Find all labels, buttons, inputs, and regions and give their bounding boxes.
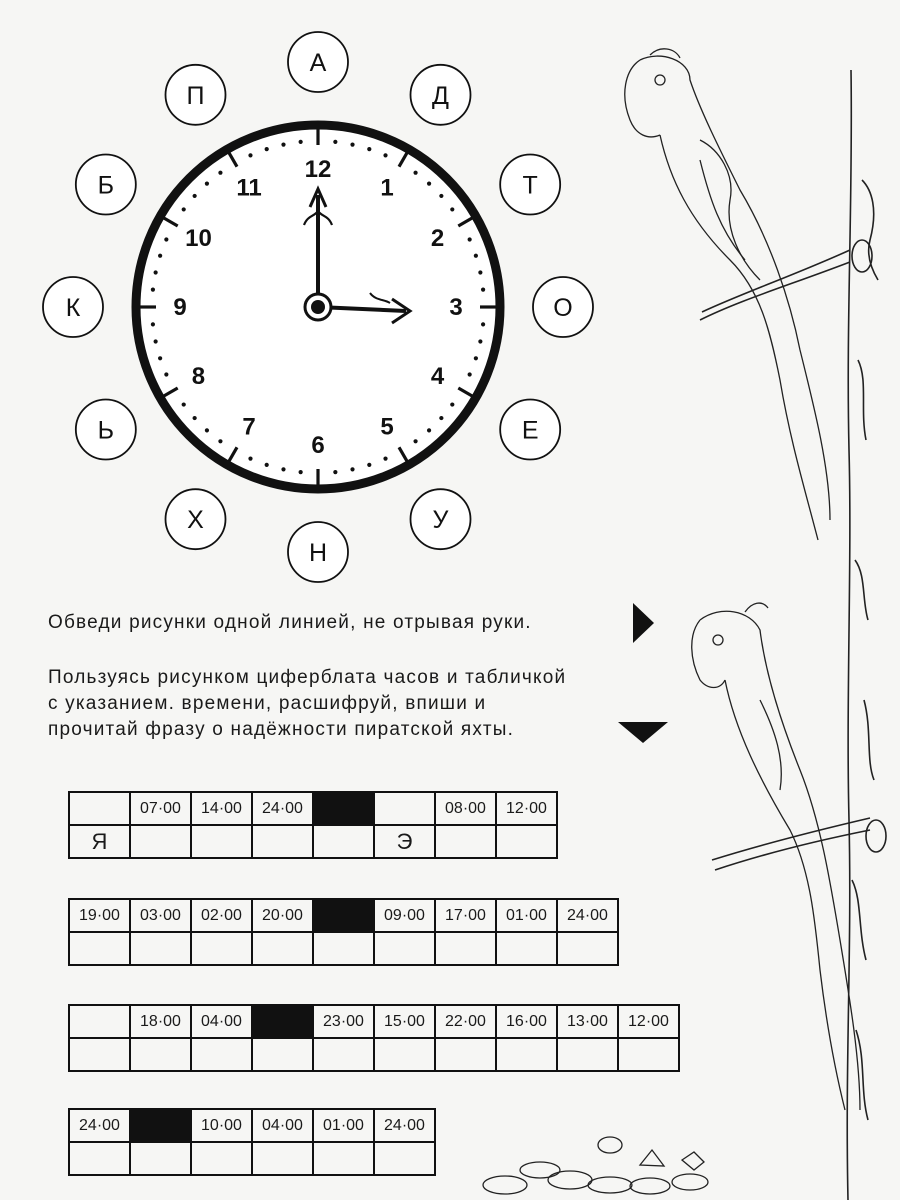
- answer-cell[interactable]: [496, 825, 557, 858]
- instruction-line-2: с указанием. времени, расшифруй, впиши и: [48, 693, 487, 714]
- time-cell: 12·00: [496, 792, 557, 825]
- time-cell: 10·00: [191, 1109, 252, 1142]
- instruction-line-1: Пользуясь рисунком циферблата часов и табличкой: [48, 667, 567, 688]
- time-cell: 04·00: [191, 1005, 252, 1038]
- answer-cell[interactable]: [313, 825, 374, 858]
- clock-number: 1: [380, 174, 394, 202]
- clock-number: 10: [185, 225, 212, 252]
- cipher-table-3: [68, 1004, 680, 1072]
- time-cell: 23·00: [313, 1005, 374, 1038]
- answer-cell[interactable]: [69, 1142, 130, 1175]
- time-cell: 14·00: [191, 792, 252, 825]
- time-cell: 24·00: [69, 1109, 130, 1142]
- answer-cell[interactable]: [435, 1038, 496, 1071]
- time-cell: 12·00: [618, 1005, 679, 1038]
- answer-cell[interactable]: [313, 932, 374, 965]
- cipher-table-2: [68, 898, 619, 966]
- time-cell: 24·00: [374, 1109, 435, 1142]
- clock-number: 6: [311, 432, 325, 459]
- answer-cell[interactable]: [618, 1038, 679, 1071]
- time-cell: 08·00: [435, 792, 496, 825]
- letter-label: К: [65, 294, 81, 322]
- time-cell: 24·00: [557, 899, 618, 932]
- answer-cell[interactable]: [191, 1038, 252, 1071]
- answer-cell[interactable]: [435, 825, 496, 858]
- answer-cell[interactable]: Э: [374, 825, 435, 858]
- answer-cell[interactable]: [496, 932, 557, 965]
- clock-number: 8: [191, 363, 206, 390]
- answer-cell[interactable]: [130, 1142, 191, 1175]
- answer-cell[interactable]: [191, 932, 252, 965]
- instruction-line-3: прочитай фразу о надёжности пиратской яхты.: [48, 719, 515, 740]
- letter-label: Д: [432, 81, 449, 110]
- time-cell: 17·00: [435, 899, 496, 932]
- clock-number: 4: [430, 363, 445, 390]
- answer-cell[interactable]: [191, 825, 252, 858]
- answer-cell[interactable]: [496, 1038, 557, 1071]
- answer-cell[interactable]: [130, 825, 191, 858]
- table-row: [69, 899, 618, 932]
- answer-cell[interactable]: [557, 932, 618, 965]
- instruction-trace: Обведи рисунки одной линией, не отрывая руки.: [48, 612, 532, 633]
- answer-cell[interactable]: Я: [69, 825, 130, 858]
- answer-cell[interactable]: [130, 1038, 191, 1071]
- clock-number: 3: [449, 294, 463, 321]
- answer-cell[interactable]: [130, 932, 191, 965]
- answer-cell[interactable]: [252, 825, 313, 858]
- letter-label: У: [432, 506, 449, 535]
- letter-label: Х: [187, 506, 204, 535]
- clock-number: 11: [236, 174, 262, 202]
- time-cell: 15·00: [374, 1005, 435, 1038]
- time-cell: 01·00: [496, 899, 557, 932]
- letter-label: Ь: [97, 416, 115, 445]
- answer-cell[interactable]: [557, 1038, 618, 1071]
- table-row: [69, 1038, 679, 1071]
- answer-cell[interactable]: [69, 932, 130, 965]
- letter-label: А: [309, 49, 327, 77]
- cipher-table-1: [68, 791, 558, 859]
- arrow-down-icon: [618, 722, 668, 743]
- clock-number: 7: [242, 413, 256, 441]
- time-cell: 03·00: [130, 899, 191, 932]
- answer-cell[interactable]: [313, 1038, 374, 1071]
- time-cell: 16·00: [496, 1005, 557, 1038]
- answer-cell[interactable]: [252, 932, 313, 965]
- table-row: [69, 792, 557, 825]
- answer-cell[interactable]: [252, 1038, 313, 1071]
- time-cell: 01·00: [313, 1109, 374, 1142]
- time-cell: 20·00: [252, 899, 313, 932]
- time-cell: 02·00: [191, 899, 252, 932]
- time-cell: 13·00: [557, 1005, 618, 1038]
- letter-label: Б: [97, 171, 115, 200]
- clock-number: 12: [304, 156, 332, 183]
- answer-cell[interactable]: [191, 1142, 252, 1175]
- table-row: [69, 825, 557, 858]
- letter-label: П: [186, 81, 205, 110]
- cipher-table-4: [68, 1108, 436, 1176]
- clock-number: 9: [173, 294, 187, 321]
- letter-label: Т: [522, 171, 538, 200]
- table-row: [69, 932, 618, 965]
- answer-cell[interactable]: [374, 932, 435, 965]
- word-gap-cell: [313, 792, 374, 825]
- word-gap-cell: [313, 899, 374, 932]
- time-cell: [374, 792, 435, 825]
- time-cell: 18·00: [130, 1005, 191, 1038]
- time-cell: 07·00: [130, 792, 191, 825]
- letter-label: Н: [308, 539, 328, 567]
- answer-cell[interactable]: [69, 1038, 130, 1071]
- clock-number: 2: [430, 225, 445, 252]
- time-cell: [69, 792, 130, 825]
- letter-label: О: [553, 294, 573, 322]
- letter-label: Е: [521, 416, 539, 445]
- word-gap-cell: [252, 1005, 313, 1038]
- table-row: [69, 1142, 435, 1175]
- time-cell: 24·00: [252, 792, 313, 825]
- parrot-top: [625, 49, 830, 540]
- time-cell: 09·00: [374, 899, 435, 932]
- table-row: [69, 1109, 435, 1142]
- time-cell: [69, 1005, 130, 1038]
- table-row: [69, 1005, 679, 1038]
- answer-cell[interactable]: [313, 1142, 374, 1175]
- treasure-coins: [483, 1137, 708, 1194]
- time-cell: 22·00: [435, 1005, 496, 1038]
- clock-number: 5: [380, 413, 394, 441]
- answer-cell[interactable]: [435, 932, 496, 965]
- answer-cell[interactable]: [252, 1142, 313, 1175]
- time-cell: 19·00: [69, 899, 130, 932]
- parrot-bottom: [692, 603, 860, 1110]
- answer-cell[interactable]: [374, 1142, 435, 1175]
- tree-trunk: [700, 70, 886, 1200]
- arrow-right-icon: [633, 603, 654, 643]
- word-gap-cell: [130, 1109, 191, 1142]
- time-cell: 04·00: [252, 1109, 313, 1142]
- answer-cell[interactable]: [374, 1038, 435, 1071]
